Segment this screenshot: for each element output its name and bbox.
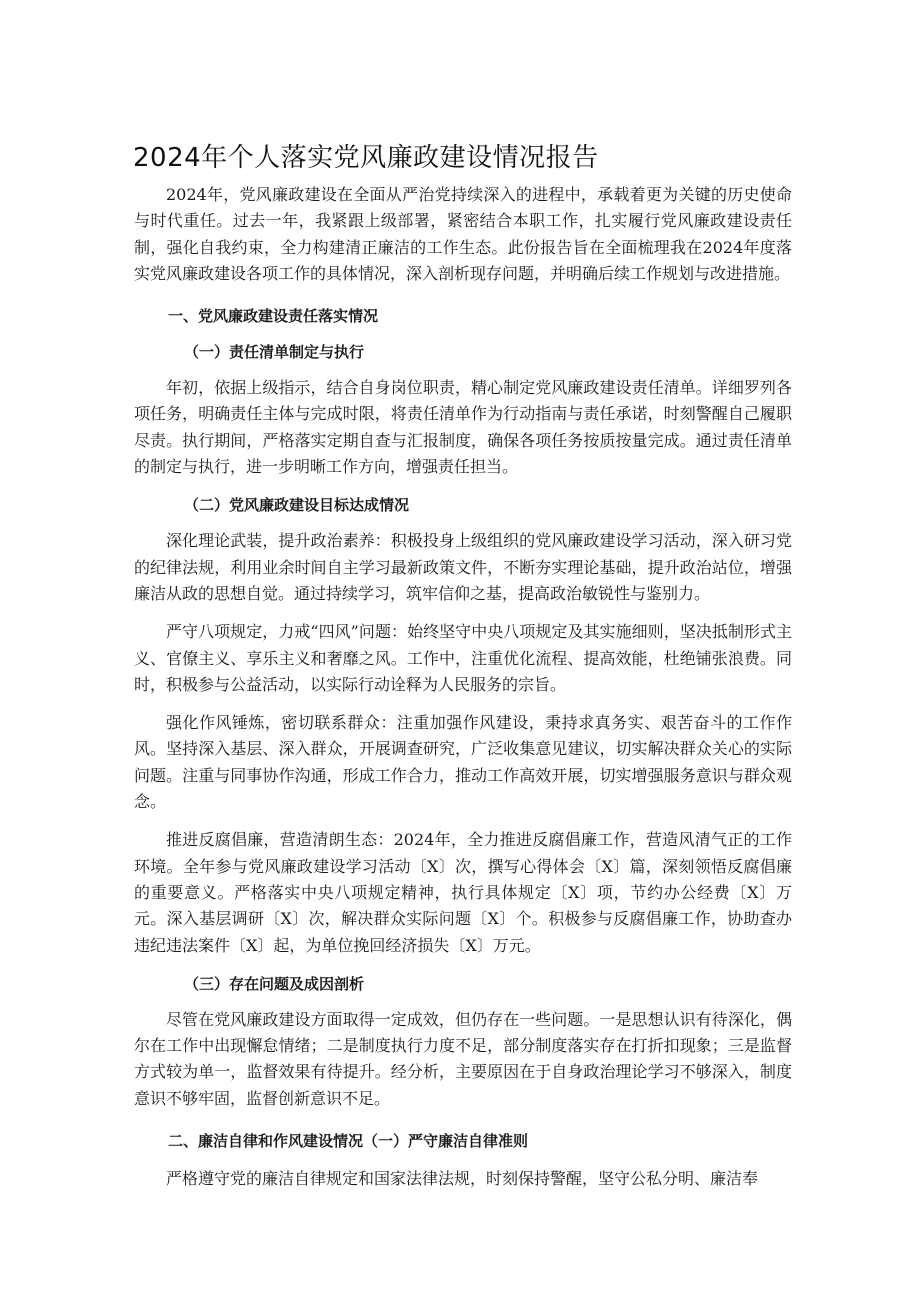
section-2-heading: 二、廉洁自律和作风建设情况（一）严守廉洁自律准则 [168,1132,529,1151]
section-1-2-heading: （二）党风廉政建设目标达成情况 [184,496,410,515]
section-1-heading: 一、党风廉政建设责任落实情况 [168,307,379,326]
section-1-2-paragraph-2: 严守八项规定，力戒“四风”问题：始终坚守中央八项规定及其实施细则，坚决抵制形式主义、官僚主义、享乐主义和奢靡之风。工作中，注重优化流程、提高效能，杜绝铺张浪费。同时，积极参与公益活动，以实际行动诠释为人民服务的宗旨。 [134,622,792,694]
document-body [134,182,792,1204]
section-1-3-heading: （三）存在问题及成因剖析 [184,974,365,993]
section-1-2-paragraph-1: 深化理论武装，提升政治素养：积极投身上级组织的党风廉政建设学习活动，深入研习党的纪律法规，利用业余时间自主学习最新政策文件，不断夯实理论基础，提升政治站位，增强廉洁从政的思想自觉。通过持续学习，筑牢信仰之基，提高政治敏锐性与鉴别力。 [134,531,792,603]
document-title: 2024年个人落实党风廉政建设情况报告 [133,143,599,173]
section-1-1-heading: （一）责任清单制定与执行 [184,343,365,362]
section-1-2-paragraph-4: 推进反腐倡廉，营造清朗生态：2024年，全力推进反腐倡廉工作，营造风清气正的工作环境。全年参与党风廉政建设学习活动〔X〕次，撰写心得体会〔X〕篇，深刻领悟反腐倡廉的重要意义。严格落实中央八项规定精神，执行具体规定〔X〕项，节约办公经费〔X〕万元。深入基层调研〔X〕次，解决群众实际问题〔X〕个。积极参与反腐倡廉工作，协助查办违纪违法案件〔X〕起，为单位挽回经济损失〔X〕万元。 [134,830,792,955]
section-1-2-paragraph-3: 强化作风锤炼，密切联系群众：注重加强作风建设，秉持求真务实、艰苦奋斗的工作作风。坚持深入基层、深入群众，开展调查研究，广泛收集意见建议，切实解决群众关心的实际问题。注重与同事协作沟通，形成工作合力，推动工作高效开展，切实增强服务意识与群众观念。 [134,713,792,812]
section-1-1-paragraph: 年初，依据上级指示，结合自身岗位职责，精心制定党风廉政建设责任清单。详细罗列各项任务，明确责任主体与完成时限，将责任清单作为行动指南与责任承诺，时刻警醒自己履职尽责。执行期间，严格落实定期自查与汇报制度，确保各项任务按质按量完成。通过责任清单的制定与执行，进一步明晰工作方向，增强责任担当。 [134,378,792,477]
intro-paragraph: 2024年，党风廉政建设在全面从严治党持续深入的进程中，承载着更为关键的历史使命与时代重任。过去一年，我紧跟上级部署，紧密结合本职工作，扎实履行党风廉政建设责任制，强化自我约束，全力构建清正廉洁的工作生态。此份报告旨在全面梳理我在2024年度落实党风廉政建设各项工作的具体情况，深入剖析现存问题，并明确后续工作规划与改进措施。 [134,185,792,283]
section-2-paragraph: 严格遵守党的廉洁自律规定和国家法律法规，时刻保持警醒，坚守公私分明、廉洁奉 [166,1169,759,1189]
section-1-3-paragraph: 尽管在党风廉政建设方面取得一定成效，但仍存在一些问题。一是思想认识有待深化，偶尔在工作中出现懈怠情绪；二是制度执行力度不足，部分制度落实存在打折扣现象；三是监督方式较为单一，监督效果有待提升。经分析，主要原因在于自身政治理论学习不够深入，制度意识不够牢固，监督创新意识不足。 [134,1009,792,1108]
